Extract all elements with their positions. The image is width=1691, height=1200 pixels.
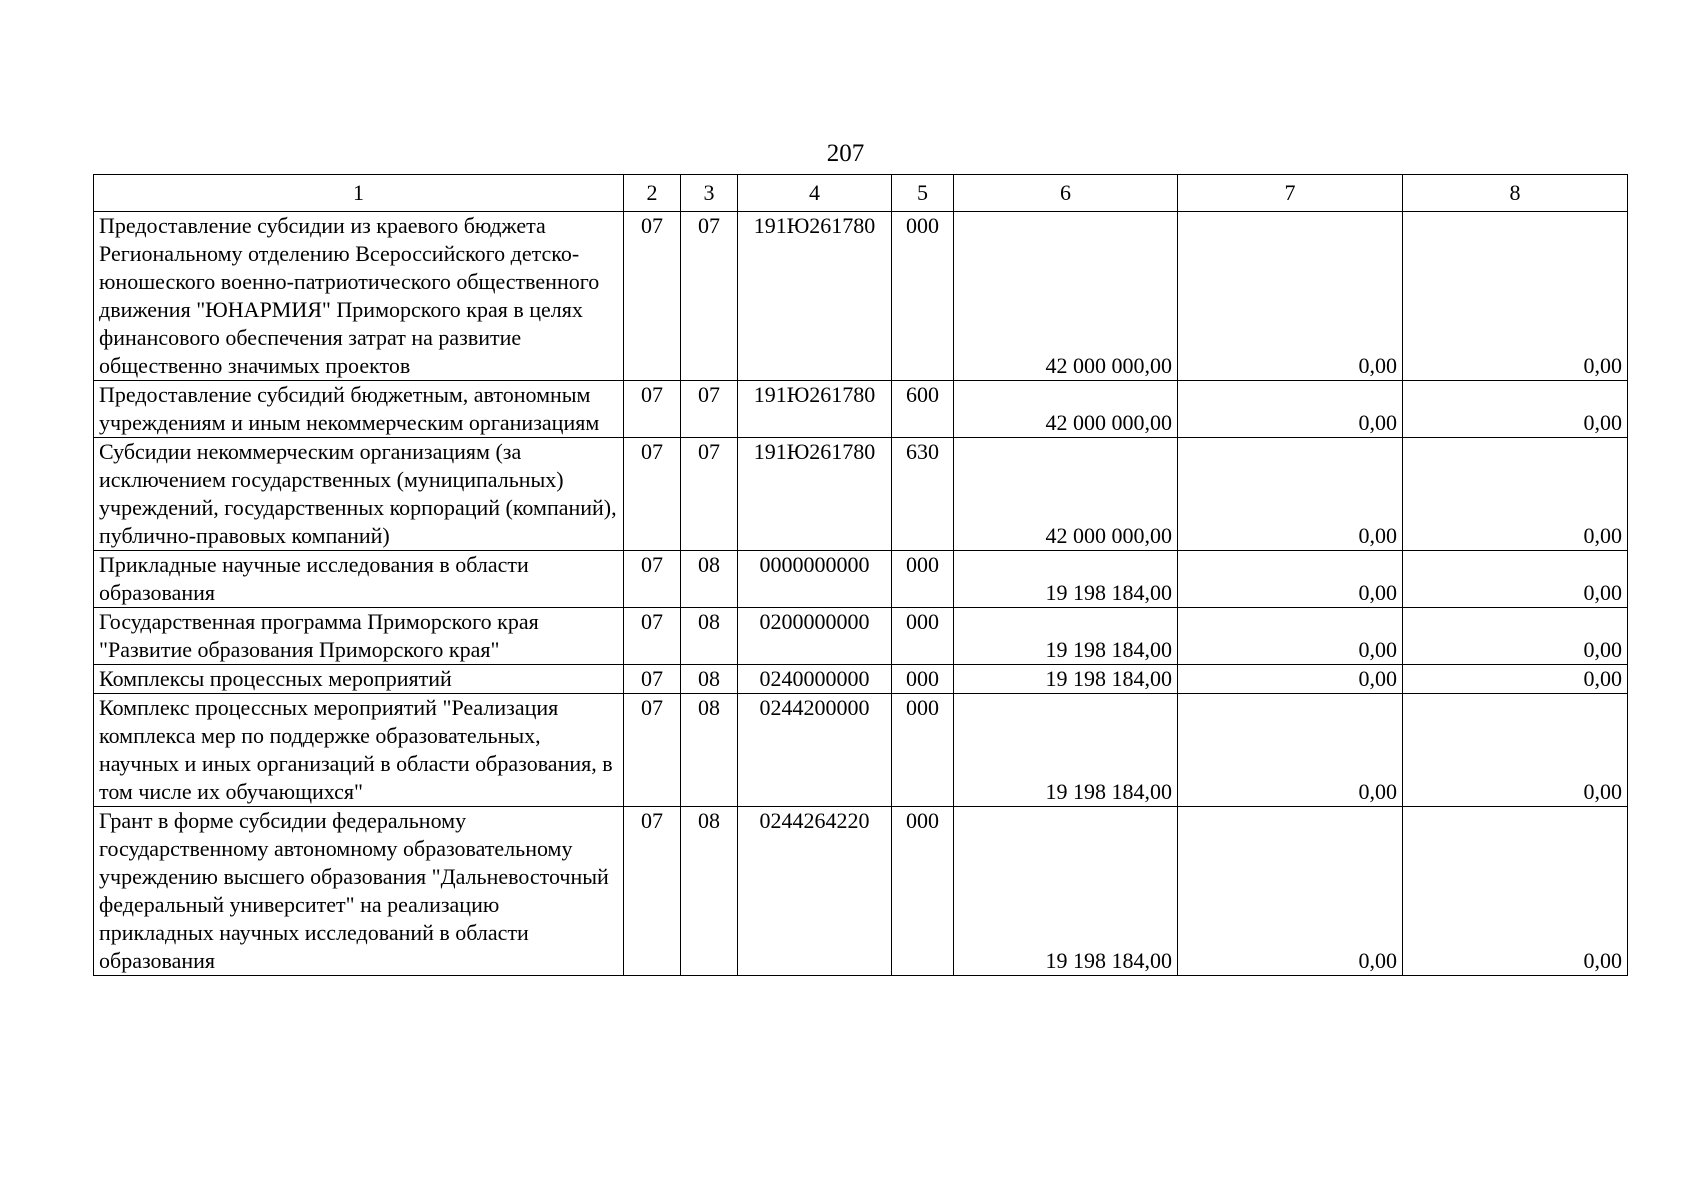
- row-amount-8: 0,00: [1403, 807, 1628, 976]
- header-col-2: 2: [624, 175, 681, 212]
- row-amount-6: 19 198 184,00: [954, 551, 1178, 608]
- row-amount-8: 0,00: [1403, 608, 1628, 665]
- row-amount-6: 42 000 000,00: [954, 381, 1178, 438]
- table-row: [94, 438, 1628, 551]
- row-amount-6: 19 198 184,00: [954, 694, 1178, 807]
- header-row: [94, 175, 1628, 212]
- row-section: 07: [624, 381, 681, 438]
- row-name: Предоставление субсидий бюджетным, автономным учреждениям и иным некоммерческим организациям: [94, 381, 624, 438]
- header-col-6: 6: [954, 175, 1178, 212]
- row-amount-6: 42 000 000,00: [954, 438, 1178, 551]
- row-target-article: 191Ю261780: [738, 212, 892, 381]
- row-amount-7: 0,00: [1178, 665, 1403, 694]
- row-target-article: 0244200000: [738, 694, 892, 807]
- row-name: Предоставление субсидии из краевого бюджета Региональному отделению Всероссийского детско-юношеского военно-патриотического общественного движения "ЮНАРМИЯ" Приморского края в целях финансового обеспечения затрат на развитие общественно значимых проектов: [94, 212, 624, 381]
- row-target-article: 191Ю261780: [738, 381, 892, 438]
- row-name: Комплексы процессных мероприятий: [94, 665, 624, 694]
- row-target-article: 0240000000: [738, 665, 892, 694]
- row-section: 07: [624, 807, 681, 976]
- row-section: 07: [624, 551, 681, 608]
- row-section: 07: [624, 665, 681, 694]
- row-subsection: 08: [681, 665, 738, 694]
- row-name: Прикладные научные исследования в области образования: [94, 551, 624, 608]
- row-subsection: 07: [681, 212, 738, 381]
- row-expense-type: 000: [892, 551, 954, 608]
- header-col-5: 5: [892, 175, 954, 212]
- table-row: [94, 665, 1628, 694]
- row-expense-type: 000: [892, 694, 954, 807]
- row-amount-7: 0,00: [1178, 381, 1403, 438]
- table-row: [94, 212, 1628, 381]
- row-expense-type: 000: [892, 665, 954, 694]
- table-row: [94, 694, 1628, 807]
- row-target-article: 191Ю261780: [738, 438, 892, 551]
- table-row: [94, 381, 1628, 438]
- row-amount-7: 0,00: [1178, 608, 1403, 665]
- row-amount-7: 0,00: [1178, 694, 1403, 807]
- row-name: Комплекс процессных мероприятий "Реализация комплекса мер по поддержке образовательных, научных и иных организаций в области образования, в том числе их обучающихся": [94, 694, 624, 807]
- row-amount-6: 19 198 184,00: [954, 608, 1178, 665]
- row-expense-type: 000: [892, 212, 954, 381]
- page-number: 207: [826, 140, 865, 167]
- row-name: Грант в форме субсидии федеральному государственному автономному образовательному учреждению высшего образования "Дальневосточный федеральный университет" на реализацию прикладных научных исследований в области образования: [94, 807, 624, 976]
- row-target-article: 0244264220: [738, 807, 892, 976]
- row-amount-8: 0,00: [1403, 551, 1628, 608]
- row-amount-8: 0,00: [1403, 665, 1628, 694]
- row-amount-6: 19 198 184,00: [954, 665, 1178, 694]
- row-name: Субсидии некоммерческим организациям (за исключением государственных (муниципальных) учреждений, государственных корпораций (компаний), публично-правовых компаний): [94, 438, 624, 551]
- row-expense-type: 630: [892, 438, 954, 551]
- row-amount-8: 0,00: [1403, 438, 1628, 551]
- row-section: 07: [624, 608, 681, 665]
- header-col-3: 3: [681, 175, 738, 212]
- row-subsection: 08: [681, 551, 738, 608]
- table-row: [94, 551, 1628, 608]
- header-col-7: 7: [1178, 175, 1403, 212]
- row-amount-6: 19 198 184,00: [954, 807, 1178, 976]
- row-amount-8: 0,00: [1403, 694, 1628, 807]
- row-expense-type: 000: [892, 608, 954, 665]
- row-expense-type: 000: [892, 807, 954, 976]
- row-amount-7: 0,00: [1178, 438, 1403, 551]
- row-subsection: 08: [681, 694, 738, 807]
- row-amount-7: 0,00: [1178, 807, 1403, 976]
- row-subsection: 08: [681, 608, 738, 665]
- header-col-8: 8: [1403, 175, 1628, 212]
- row-amount-8: 0,00: [1403, 381, 1628, 438]
- header-col-4: 4: [738, 175, 892, 212]
- row-amount-7: 0,00: [1178, 551, 1403, 608]
- row-subsection: 07: [681, 381, 738, 438]
- row-amount-7: 0,00: [1178, 212, 1403, 381]
- row-amount-6: 42 000 000,00: [954, 212, 1178, 381]
- header-col-1: 1: [94, 175, 624, 212]
- row-section: 07: [624, 694, 681, 807]
- row-section: 07: [624, 438, 681, 551]
- budget-table: [93, 174, 1628, 976]
- table-row: [94, 807, 1628, 976]
- table-row: [94, 608, 1628, 665]
- row-target-article: 0000000000: [738, 551, 892, 608]
- row-name: Государственная программа Приморского края "Развитие образования Приморского края": [94, 608, 624, 665]
- row-amount-8: 0,00: [1403, 212, 1628, 381]
- row-section: 07: [624, 212, 681, 381]
- row-target-article: 0200000000: [738, 608, 892, 665]
- row-expense-type: 600: [892, 381, 954, 438]
- row-subsection: 08: [681, 807, 738, 976]
- row-subsection: 07: [681, 438, 738, 551]
